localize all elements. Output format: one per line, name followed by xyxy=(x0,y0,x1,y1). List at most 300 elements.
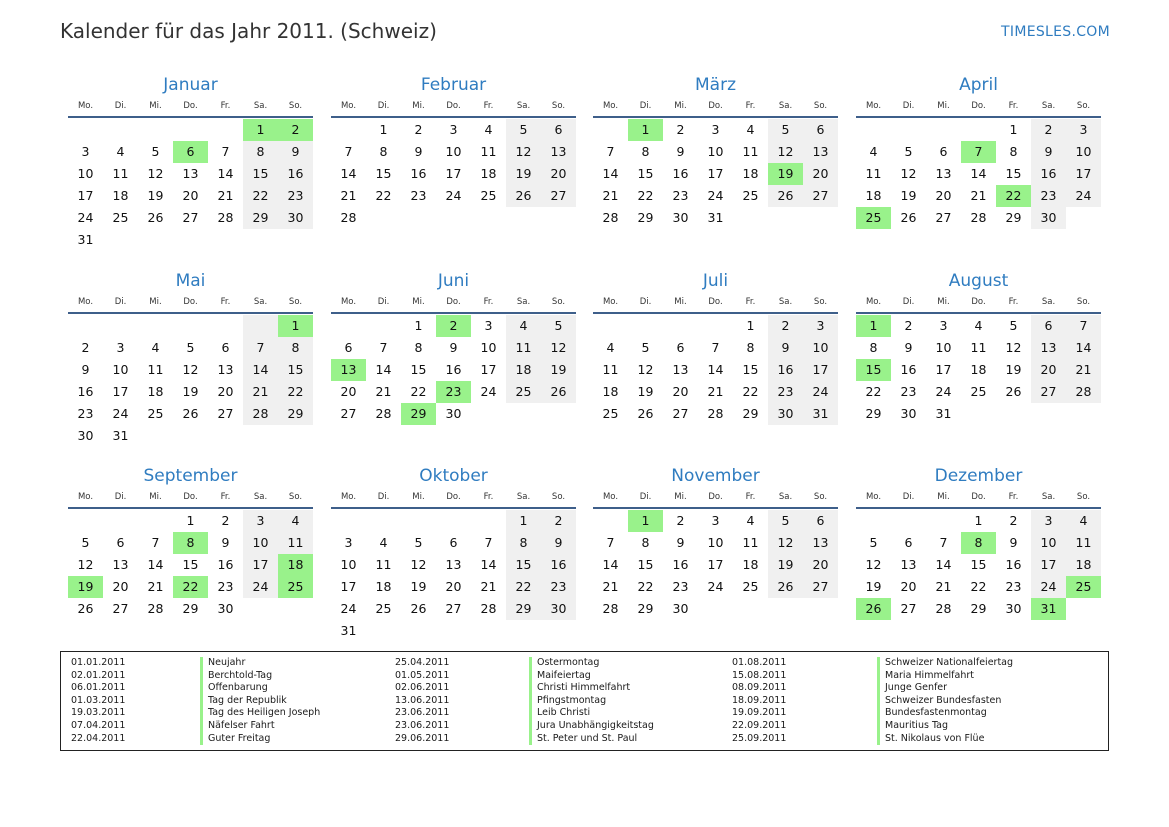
weekday-label: Mo. xyxy=(865,101,882,111)
day-cell: 30 xyxy=(217,601,234,616)
month-divider xyxy=(856,116,1101,118)
day-cell: 4 xyxy=(151,340,160,355)
empty-day xyxy=(506,620,541,642)
legend-holiday-name: Guter Freitag xyxy=(200,733,320,746)
day-cell: 3 xyxy=(1066,119,1101,141)
weekday-label: Mo. xyxy=(77,492,94,502)
day-cell: 2 xyxy=(676,122,685,137)
week-row xyxy=(593,554,838,576)
month-name: Juli xyxy=(702,271,729,291)
day-cell: 20 xyxy=(112,579,129,594)
day-cell: 13 xyxy=(803,141,838,163)
day-cell: 17 xyxy=(112,384,129,399)
day-cell: 29 xyxy=(742,406,759,421)
day-cell: 23 xyxy=(278,185,313,207)
day-cell: 16 xyxy=(445,362,462,377)
day-cell: 26 xyxy=(637,406,654,421)
day-cell: 21 xyxy=(602,188,619,203)
holiday-day: 8 xyxy=(173,532,208,554)
week-row xyxy=(856,207,1101,229)
empty-day xyxy=(173,315,208,337)
day-cell: 13 xyxy=(1031,337,1066,359)
month-name: Januar xyxy=(163,75,218,95)
day-cell: 27 xyxy=(217,406,234,421)
legend-holiday-name: Ostermontag xyxy=(529,657,654,670)
day-cell: 3 xyxy=(711,513,720,528)
day-cell: 12 xyxy=(147,166,164,181)
empty-day xyxy=(541,403,576,425)
weekday-label: Mo. xyxy=(340,101,357,111)
day-cell: 10 xyxy=(707,535,724,550)
day-cell: 2 xyxy=(768,315,803,337)
day-cell: 3 xyxy=(803,315,838,337)
day-cell: 5 xyxy=(768,510,803,532)
weekday-label: Di. xyxy=(114,101,127,111)
empty-day xyxy=(208,315,243,337)
week-row xyxy=(856,554,1101,576)
day-cell: 21 xyxy=(935,579,952,594)
weekday-label: Do. xyxy=(183,492,198,502)
day-cell: 9 xyxy=(449,340,458,355)
day-cell: 18 xyxy=(1066,554,1101,576)
day-cell: 5 xyxy=(414,535,423,550)
legend-holiday-name: Schweizer Bundesfasten xyxy=(877,695,1013,708)
month-dezember xyxy=(856,463,1101,620)
week-row xyxy=(68,381,313,403)
weekday-label: Di. xyxy=(902,492,915,502)
day-cell: 20 xyxy=(217,384,234,399)
month-april xyxy=(856,72,1101,229)
month-name: Oktober xyxy=(419,466,488,486)
page-title: Kalender für das Jahr 2011. (Schweiz) xyxy=(60,19,437,43)
week-row xyxy=(593,207,838,229)
day-cell: 7 xyxy=(484,535,493,550)
day-cell: 11 xyxy=(742,535,759,550)
empty-day xyxy=(768,598,803,620)
empty-day xyxy=(471,620,506,642)
day-cell: 16 xyxy=(768,359,803,381)
legend-date: 13.06.2011 xyxy=(395,694,450,706)
weekday-label: Fr. xyxy=(220,101,231,111)
weekday-header xyxy=(68,296,313,308)
weekday-header xyxy=(331,491,576,503)
legend-date: 15.08.2011 xyxy=(732,669,787,681)
day-cell: 27 xyxy=(541,185,576,207)
holiday-day: 23 xyxy=(436,381,471,403)
empty-day xyxy=(961,119,996,141)
day-cell: 15 xyxy=(375,166,392,181)
weekday-label: Do. xyxy=(971,492,986,502)
week-row xyxy=(68,403,313,425)
weekday-label: Fr. xyxy=(1008,101,1019,111)
day-cell: 14 xyxy=(707,362,724,377)
week-row xyxy=(331,598,576,620)
day-cell: 24 xyxy=(340,601,357,616)
day-cell: 20 xyxy=(935,188,952,203)
holiday-day: 1 xyxy=(243,119,278,141)
week-row xyxy=(331,141,576,163)
legend-holiday-name: Neujahr xyxy=(200,657,320,670)
empty-day xyxy=(278,425,313,447)
week-row xyxy=(856,576,1101,598)
month-divider xyxy=(331,507,576,509)
empty-day xyxy=(331,119,366,141)
day-cell: 8 xyxy=(869,340,878,355)
day-cell: 9 xyxy=(768,337,803,359)
day-cell: 18 xyxy=(865,188,882,203)
day-cell: 16 xyxy=(217,557,234,572)
week-row xyxy=(593,576,838,598)
weekday-label: Fr. xyxy=(745,492,756,502)
day-cell: 3 xyxy=(81,144,90,159)
day-cell: 17 xyxy=(707,557,724,572)
month-märz xyxy=(593,72,838,229)
legend-date: 08.09.2011 xyxy=(732,682,787,694)
day-cell: 11 xyxy=(480,144,497,159)
weekday-label: Sa. xyxy=(778,101,793,111)
day-cell: 19 xyxy=(506,163,541,185)
empty-day xyxy=(506,207,541,229)
week-row xyxy=(68,119,313,141)
day-cell: 7 xyxy=(379,340,388,355)
day-cell: 5 xyxy=(904,144,913,159)
day-cell: 22 xyxy=(637,188,654,203)
holiday-day: 25 xyxy=(1066,576,1101,598)
day-cell: 21 xyxy=(217,188,234,203)
day-cell: 17 xyxy=(445,166,462,181)
day-cell: 25 xyxy=(602,406,619,421)
weekday-label: Fr. xyxy=(1008,492,1019,502)
day-cell: 7 xyxy=(606,535,615,550)
holiday-day: 2 xyxy=(278,119,313,141)
weekday-label: Di. xyxy=(902,297,915,307)
day-cell: 24 xyxy=(480,384,497,399)
empty-day xyxy=(593,119,628,141)
day-cell: 30 xyxy=(1031,207,1066,229)
weekday-label: Di. xyxy=(377,492,390,502)
day-cell: 16 xyxy=(672,166,689,181)
weekday-label: So. xyxy=(1076,492,1091,502)
empty-day xyxy=(243,229,278,251)
day-cell: 18 xyxy=(742,166,759,181)
day-cell: 3 xyxy=(243,510,278,532)
day-cell: 5 xyxy=(81,535,90,550)
empty-day xyxy=(698,598,733,620)
day-cell: 20 xyxy=(900,579,917,594)
weekday-label: Fr. xyxy=(220,492,231,502)
day-cell: 20 xyxy=(340,384,357,399)
day-cell: 18 xyxy=(742,557,759,572)
month-divider xyxy=(856,507,1101,509)
day-cell: 4 xyxy=(278,510,313,532)
week-row xyxy=(856,359,1101,381)
day-cell: 6 xyxy=(116,535,125,550)
week-row xyxy=(593,403,838,425)
month-divider xyxy=(856,312,1101,314)
legend-date: 02.06.2011 xyxy=(395,682,450,694)
week-row xyxy=(593,359,838,381)
day-cell: 9 xyxy=(676,535,685,550)
day-cell: 10 xyxy=(1031,532,1066,554)
day-cell: 6 xyxy=(1031,315,1066,337)
day-cell: 20 xyxy=(182,188,199,203)
day-cell: 26 xyxy=(768,185,803,207)
day-cell: 26 xyxy=(147,210,164,225)
empty-day xyxy=(331,510,366,532)
day-cell: 20 xyxy=(803,554,838,576)
weekday-label: Mi. xyxy=(412,101,425,111)
day-cell: 13 xyxy=(112,557,129,572)
weekday-label: Fr. xyxy=(745,297,756,307)
day-cell: 22 xyxy=(970,579,987,594)
empty-day xyxy=(68,119,103,141)
day-cell: 15 xyxy=(742,362,759,377)
legend-date: 19.03.2011 xyxy=(71,707,126,719)
legend-date: 18.09.2011 xyxy=(732,694,787,706)
day-cell: 3 xyxy=(484,318,493,333)
day-cell: 23 xyxy=(1005,579,1022,594)
empty-day xyxy=(803,598,838,620)
week-row xyxy=(331,185,576,207)
weekday-label: So. xyxy=(288,101,303,111)
weekday-label: Do. xyxy=(446,101,461,111)
empty-day xyxy=(803,207,838,229)
empty-day xyxy=(436,207,471,229)
day-cell: 16 xyxy=(900,362,917,377)
day-cell: 5 xyxy=(869,535,878,550)
day-cell: 10 xyxy=(112,362,129,377)
week-row xyxy=(856,315,1101,337)
legend-holiday-name: Tag der Republik xyxy=(200,695,320,708)
day-cell: 20 xyxy=(672,384,689,399)
week-row xyxy=(68,315,313,337)
day-cell: 10 xyxy=(480,340,497,355)
empty-day xyxy=(138,315,173,337)
day-cell: 29 xyxy=(637,601,654,616)
week-row xyxy=(331,119,576,141)
day-cell: 8 xyxy=(506,532,541,554)
legend-date: 23.06.2011 xyxy=(395,719,450,731)
weekday-label: Di. xyxy=(639,101,652,111)
holiday-day: 8 xyxy=(961,532,996,554)
empty-day xyxy=(663,315,698,337)
empty-day xyxy=(331,315,366,337)
legend-dates-column xyxy=(395,657,449,745)
legend-date: 02.01.2011 xyxy=(71,669,126,681)
month-name: März xyxy=(695,75,736,95)
holiday-day: 19 xyxy=(68,576,103,598)
day-cell: 2 xyxy=(1031,119,1066,141)
day-cell: 8 xyxy=(641,144,650,159)
day-cell: 16 xyxy=(410,166,427,181)
month-mai xyxy=(68,268,313,447)
month-divider xyxy=(331,312,576,314)
day-cell: 13 xyxy=(900,557,917,572)
weekday-header xyxy=(856,296,1101,308)
holiday-day: 25 xyxy=(856,207,891,229)
day-cell: 25 xyxy=(112,210,129,225)
day-cell: 28 xyxy=(1066,381,1101,403)
month-februar xyxy=(331,72,576,229)
day-cell: 2 xyxy=(414,122,423,137)
day-cell: 17 xyxy=(935,362,952,377)
day-cell: 27 xyxy=(182,210,199,225)
week-row xyxy=(331,620,576,642)
day-cell: 21 xyxy=(970,188,987,203)
empty-day xyxy=(243,598,278,620)
day-cell: 26 xyxy=(900,210,917,225)
day-cell: 5 xyxy=(768,119,803,141)
day-cell: 12 xyxy=(637,362,654,377)
day-cell: 21 xyxy=(602,579,619,594)
day-cell: 5 xyxy=(541,315,576,337)
weekday-label: Do. xyxy=(183,101,198,111)
day-cell: 7 xyxy=(221,144,230,159)
week-row xyxy=(593,598,838,620)
weekday-label: Mo. xyxy=(602,297,619,307)
day-cell: 28 xyxy=(480,601,497,616)
day-cell: 27 xyxy=(672,406,689,421)
weekday-label: Mi. xyxy=(674,297,687,307)
day-cell: 3 xyxy=(116,340,125,355)
day-cell: 12 xyxy=(768,141,803,163)
weekday-label: Sa. xyxy=(253,492,268,502)
holiday-day: 1 xyxy=(628,510,663,532)
weekday-label: Mi. xyxy=(149,101,162,111)
day-cell: 28 xyxy=(217,210,234,225)
day-cell: 14 xyxy=(375,362,392,377)
week-row xyxy=(856,163,1101,185)
day-cell: 28 xyxy=(340,210,357,225)
empty-day xyxy=(768,207,803,229)
empty-day xyxy=(1031,403,1066,425)
weekday-label: Fr. xyxy=(483,101,494,111)
day-cell: 4 xyxy=(746,122,755,137)
day-cell: 30 xyxy=(541,598,576,620)
day-cell: 21 xyxy=(243,381,278,403)
day-cell: 24 xyxy=(1066,185,1101,207)
day-cell: 13 xyxy=(803,532,838,554)
empty-day xyxy=(471,207,506,229)
day-cell: 5 xyxy=(186,340,195,355)
day-cell: 19 xyxy=(1005,362,1022,377)
holiday-legend xyxy=(60,651,1109,751)
weekday-label: Mo. xyxy=(865,492,882,502)
empty-day xyxy=(471,510,506,532)
weekday-label: Fr. xyxy=(220,297,231,307)
day-cell: 15 xyxy=(278,359,313,381)
day-cell: 11 xyxy=(278,532,313,554)
holiday-day: 26 xyxy=(856,598,891,620)
day-cell: 11 xyxy=(147,362,164,377)
day-cell: 22 xyxy=(243,185,278,207)
day-cell: 2 xyxy=(81,340,90,355)
legend-holiday-name: Jura Unabhängigkeitstag xyxy=(529,720,654,733)
day-cell: 6 xyxy=(449,535,458,550)
week-row xyxy=(331,532,576,554)
day-cell: 13 xyxy=(935,166,952,181)
weekday-label: So. xyxy=(288,492,303,502)
day-cell: 24 xyxy=(243,576,278,598)
day-cell: 19 xyxy=(182,384,199,399)
weekday-label: Do. xyxy=(971,101,986,111)
week-row xyxy=(856,532,1101,554)
day-cell: 27 xyxy=(340,406,357,421)
day-cell: 7 xyxy=(939,535,948,550)
legend-holiday-name: Pfingstmontag xyxy=(529,695,654,708)
day-cell: 8 xyxy=(278,337,313,359)
holiday-day: 19 xyxy=(768,163,803,185)
day-cell: 2 xyxy=(904,318,913,333)
week-row xyxy=(68,337,313,359)
day-cell: 12 xyxy=(900,166,917,181)
legend-dates-column xyxy=(71,657,125,745)
day-cell: 15 xyxy=(1005,166,1022,181)
empty-day xyxy=(68,315,103,337)
day-cell: 19 xyxy=(865,579,882,594)
day-cell: 9 xyxy=(1031,141,1066,163)
week-row xyxy=(68,185,313,207)
day-cell: 11 xyxy=(375,557,392,572)
week-row xyxy=(68,207,313,229)
day-cell: 16 xyxy=(541,554,576,576)
empty-day xyxy=(1066,207,1101,229)
month-name: Dezember xyxy=(934,466,1023,486)
day-cell: 22 xyxy=(410,384,427,399)
brand-link[interactable]: TIMESLES.COM xyxy=(1001,24,1110,40)
empty-day xyxy=(138,229,173,251)
day-cell: 5 xyxy=(1009,318,1018,333)
legend-date: 25.09.2011 xyxy=(732,732,787,744)
day-cell: 9 xyxy=(221,535,230,550)
weekday-label: Do. xyxy=(446,492,461,502)
week-row xyxy=(593,141,838,163)
week-row xyxy=(331,163,576,185)
day-cell: 11 xyxy=(112,166,129,181)
month-divider xyxy=(68,507,313,509)
day-cell: 19 xyxy=(147,188,164,203)
day-cell: 14 xyxy=(480,557,497,572)
empty-day xyxy=(891,510,926,532)
legend-holiday-name: St. Nikolaus von Flüe xyxy=(877,733,1013,746)
month-name: April xyxy=(959,75,998,95)
day-cell: 9 xyxy=(676,144,685,159)
day-cell: 6 xyxy=(344,340,353,355)
day-cell: 9 xyxy=(1009,535,1018,550)
day-cell: 17 xyxy=(243,554,278,576)
day-cell: 30 xyxy=(672,601,689,616)
weekday-label: Fr. xyxy=(483,297,494,307)
weekday-label: Fr. xyxy=(483,492,494,502)
holiday-day: 2 xyxy=(436,315,471,337)
day-cell: 10 xyxy=(243,532,278,554)
day-cell: 4 xyxy=(484,122,493,137)
weekday-label: Sa. xyxy=(516,297,531,307)
day-cell: 15 xyxy=(410,362,427,377)
weekday-label: Mo. xyxy=(602,492,619,502)
day-cell: 6 xyxy=(676,340,685,355)
day-cell: 18 xyxy=(970,362,987,377)
day-cell: 17 xyxy=(480,362,497,377)
day-cell: 17 xyxy=(77,188,94,203)
day-cell: 31 xyxy=(112,428,129,443)
day-cell: 2 xyxy=(1009,513,1018,528)
day-cell: 11 xyxy=(865,166,882,181)
month-name: November xyxy=(671,466,760,486)
day-cell: 10 xyxy=(77,166,94,181)
weekday-label: Do. xyxy=(183,297,198,307)
week-row xyxy=(331,381,576,403)
